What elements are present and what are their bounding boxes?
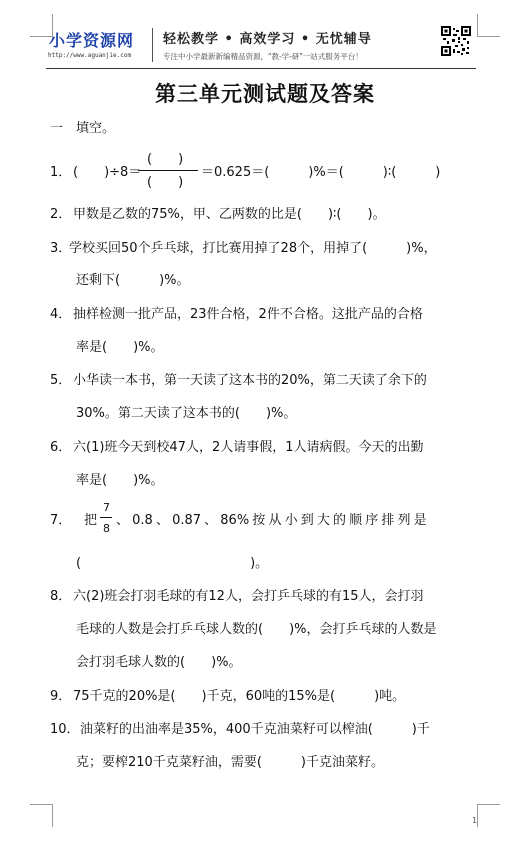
question-3-line-2: 还剩下( )%。 bbox=[76, 273, 190, 288]
question-1-tail: ＝0.625＝( )%＝( )∶( ) bbox=[201, 165, 441, 180]
crop-mark-bottom-right bbox=[477, 804, 500, 827]
qr-code-icon bbox=[441, 26, 471, 56]
header-tagline: 专注中小学最新新编精品资源，"教-学-研"一站式服务平台！ bbox=[163, 52, 363, 61]
question-3-line-1: 学校买回50个乒乓球，打比赛用掉了28个，用掉了( )%， bbox=[69, 241, 437, 256]
question-7-frac-denominator: 8 bbox=[103, 522, 110, 535]
question-8-line-3: 会打羽毛球人数的( )%。 bbox=[76, 655, 242, 670]
question-1-lead: ( )÷8＝ bbox=[73, 165, 142, 180]
question-1-fraction-bar bbox=[138, 170, 198, 171]
question-7-fraction-bar bbox=[100, 517, 112, 518]
header-divider bbox=[152, 28, 153, 62]
question-4-line-2: 率是( )%。 bbox=[76, 340, 164, 355]
question-2-text: 甲数是乙数的75%，甲、乙两数的比是( )∶( )。 bbox=[73, 207, 386, 222]
site-url: http://www.aguanjie.com bbox=[48, 52, 132, 59]
header-slogan: 轻松教学 • 高效学习 • 无忧辅导 bbox=[163, 32, 372, 47]
question-6-number: 6． bbox=[50, 440, 72, 455]
question-6-line-1: 六(1)班今天到校47人，2人请事假，1人请病假。今天的出勤 bbox=[73, 440, 424, 455]
question-8-line-2: 毛球的人数是会打乒乓球人数的( )%，会打乒乓球的人数是 bbox=[76, 622, 437, 637]
question-3-number: 3． bbox=[50, 241, 72, 256]
page-number: 1 bbox=[472, 816, 478, 825]
question-5-line-1: 小华读一本书，第一天读了这本书的20%，第二天读了余下的 bbox=[73, 373, 427, 388]
question-7-line-2: ( )。 bbox=[76, 556, 269, 571]
question-10-number: 10． bbox=[50, 722, 80, 737]
question-8-line-1: 六(2)班会打羽毛球的有12人，会打乒乓球的有15人，会打羽 bbox=[73, 589, 424, 604]
question-5-number: 5． bbox=[50, 373, 72, 388]
page-header bbox=[46, 26, 476, 66]
question-1-number: 1． bbox=[50, 165, 72, 180]
section-heading: 一 填空。 bbox=[50, 121, 116, 136]
question-10-line-2: 克；要榨210千克菜籽油，需要( )千克油菜籽。 bbox=[76, 755, 384, 770]
header-rule bbox=[46, 68, 476, 69]
question-7-frac-numerator: 7 bbox=[103, 501, 110, 514]
site-logo: 小学资源网 bbox=[49, 31, 135, 50]
question-9-text: 75千克的20%是( )千克，60吨的15%是( )吨。 bbox=[73, 689, 406, 704]
question-4-line-1: 抽样检测一批产品，23件合格，2件不合格。这批产品的合格 bbox=[73, 307, 423, 322]
question-1-frac-numerator: ( ) bbox=[147, 152, 184, 167]
question-7-line-1: 、 0.8 、 0.87 、 86% 按 从 小 到 大 的 顺 序 排 列 是 bbox=[116, 513, 427, 528]
question-1-frac-denominator: ( ) bbox=[147, 175, 184, 190]
page-title: 第三单元测试题及答案 bbox=[155, 82, 375, 106]
question-7-number: 7． bbox=[50, 513, 72, 528]
question-8-number: 8． bbox=[50, 589, 72, 604]
question-4-number: 4． bbox=[50, 307, 72, 322]
question-6-line-2: 率是( )%。 bbox=[76, 473, 164, 488]
question-2-number: 2． bbox=[50, 207, 72, 222]
question-7-prefix: 把 bbox=[84, 513, 98, 528]
crop-mark-top-right bbox=[477, 14, 500, 37]
question-5-line-2: 30%。第二天读了这本书的( )%。 bbox=[76, 406, 297, 421]
crop-mark-bottom-left bbox=[30, 804, 53, 827]
question-10-line-1: 油菜籽的出油率是35%，400千克油菜籽可以榨油( )千 bbox=[80, 722, 430, 737]
question-9-number: 9． bbox=[50, 689, 72, 704]
